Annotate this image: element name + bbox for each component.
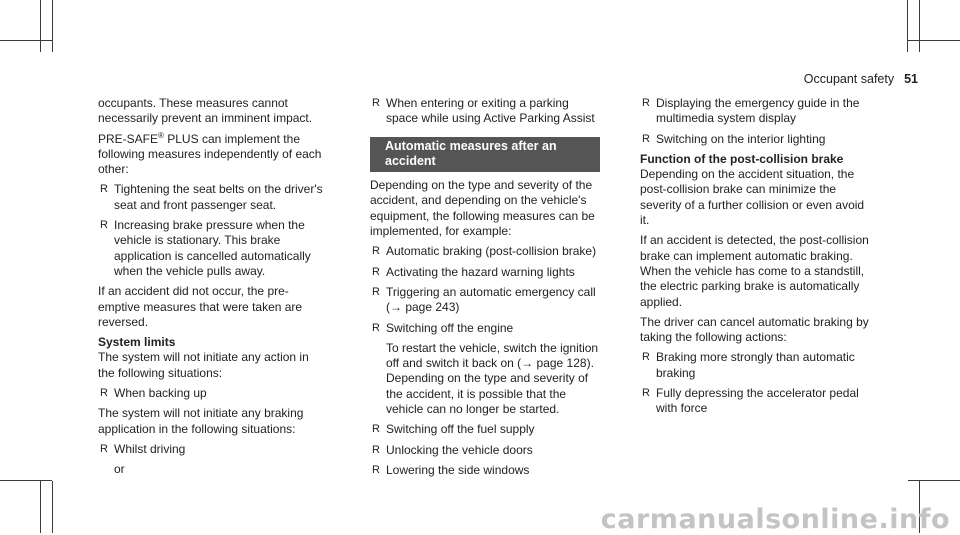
limits-list-2: [98, 442, 328, 457]
crop-mark: [908, 40, 960, 41]
bullet-icon: R: [372, 423, 380, 436]
column-3: [640, 96, 870, 422]
measures-intro: Depending on the type and severity of the accident, and depending on the vehicle's equipment, the following measures can be implemented, for example:: [370, 178, 595, 239]
watermark: carmanualsonline.info: [600, 503, 950, 535]
crop-mark: [52, 481, 53, 533]
list-item: R When backing up: [100, 386, 207, 401]
no-accident-paragraph: If an accident did not occur, the pre-emptive measures that were taken are reversed.: [98, 284, 303, 329]
restart-note: To restart the vehicle, switch the ignition off and switch it back on (→ page 128). Depending on the type and severity of the accident, it is possible that the vehicle can no longer be started.: [386, 340, 599, 417]
column-1: [98, 96, 328, 483]
page-header: [804, 72, 918, 87]
crop-mark: [919, 0, 920, 52]
crop-mark: [0, 40, 52, 41]
list-item: R Increasing brake pressure when the vehicle is stationary. This brake application is cancelled automatically when the vehicle pulls away.: [100, 218, 311, 278]
crop-mark: [0, 480, 52, 481]
list-item: R When entering or exiting a parking space while using Active Parking Assist: [372, 96, 595, 126]
bullet-icon: R: [642, 387, 650, 400]
page-number: 51: [904, 72, 918, 86]
registered-mark: ®: [158, 130, 164, 140]
presafe-measures-list: [98, 182, 328, 279]
detected-paragraph: If an accident is detected, the post-collision brake can implement automatic braking. When the vehicle has come to a standstill, the electric parking brake is automatically applied.: [640, 233, 869, 309]
list-item: R Activating the hazard warning lights: [372, 264, 575, 279]
crop-mark: [40, 0, 41, 52]
section-name: Occupant safety: [803, 72, 895, 86]
top-list: [370, 96, 600, 127]
bullet-icon: R: [372, 463, 380, 476]
bullet-icon: R: [642, 97, 650, 109]
list-item: R Switching off the fuel supply: [372, 422, 535, 437]
presafe-paragraph: [98, 132, 328, 178]
bullet-icon: R: [372, 285, 380, 298]
limits-paragraph-2: The system will not initiate any braking application in the following situations:: [98, 406, 304, 436]
system-limits-heading: System limits: [98, 335, 176, 350]
after-accident-list-2: [370, 422, 600, 478]
crop-mark: [907, 0, 908, 52]
crop-mark: [40, 481, 41, 533]
bullet-icon: R: [100, 387, 108, 400]
list-item: R Unlocking the vehicle doors: [372, 442, 533, 457]
bullet-icon: R: [372, 443, 380, 456]
bullet-icon: R: [100, 442, 108, 455]
crop-mark: [908, 480, 960, 481]
list-item: R Switching off the engine: [372, 320, 514, 335]
limits-list-1: [98, 386, 328, 401]
more-measures-list: [640, 96, 870, 147]
list-item: R Braking more strongly than automatic braking: [642, 350, 855, 380]
function-heading: Function of the post-collision brake: [640, 151, 844, 166]
bullet-icon: R: [642, 351, 650, 364]
cancel-paragraph: The driver can cancel automatic braking by taking the following actions:: [640, 314, 869, 345]
list-item: R Tightening the seat belts on the driver's seat and front passenger seat.: [100, 182, 323, 212]
list-item: R Whilst driving: [100, 441, 186, 456]
list-item: R Lowering the side windows: [372, 462, 530, 477]
crop-mark: [52, 0, 53, 52]
bullet-icon: R: [372, 265, 380, 278]
list-item: R Automatic braking (post-collision brake): [372, 244, 597, 259]
after-accident-list: [370, 244, 600, 335]
bullet-icon: R: [100, 183, 108, 196]
list-item: R Displaying the emergency guide in the multimedia system display: [642, 96, 860, 126]
bullet-icon: R: [100, 219, 108, 232]
function-paragraph: Depending on the accident situation, the post-collision brake can minimize the severity of a further collision or even avoid it.: [640, 167, 865, 228]
bullet-icon: R: [642, 132, 650, 145]
presafe-name: PRE-SAFE: [98, 131, 159, 146]
list-item: R Switching on the interior lighting: [642, 131, 826, 146]
or-text: or: [114, 462, 125, 477]
intro-paragraph: occupants. These measures cannot necessarily prevent an imminent impact.: [98, 96, 313, 126]
presafe-text: PLUS can implement the following measures independently of each other:: [98, 131, 322, 177]
column-2: [370, 96, 600, 483]
bullet-icon: R: [372, 245, 380, 258]
limits-paragraph-1: The system will not initiate any action in the following situations:: [98, 350, 309, 380]
list-item: R Fully depressing the accelerator pedal with force: [642, 386, 859, 416]
list-item: R Triggering an automatic emergency call (→ page 243): [372, 284, 596, 315]
cancel-actions-list: [640, 350, 870, 416]
section-title-bar: Automatic measures after an accident: [370, 137, 600, 173]
bullet-icon: R: [372, 321, 380, 334]
bullet-icon: R: [372, 97, 380, 109]
